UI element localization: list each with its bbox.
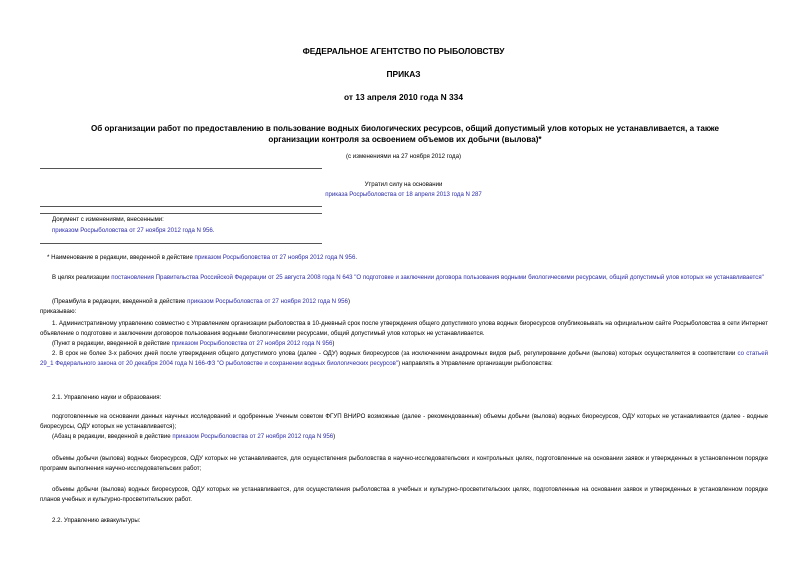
changes-box-text: Документ с изменениями, внесенными: — [52, 216, 164, 223]
item-1: 1. Административному управлению совместно с Управлением организации рыболовства в 10-дневный срок после утверждения общего допустимого улова водных биоресурсов опубликовывать на официальном сайте Росрыболовства в сети Интернет объявление о подготовке и заключении договоров пользования водными биологическими ресурсами, общий допустимый улов которых не устанавливается. — [40, 320, 768, 337]
divider — [40, 213, 322, 214]
orders-word: приказываю: — [40, 308, 77, 315]
footnote-prefix: * Наименование в редакции, введенной в действие — [47, 254, 195, 261]
void-notice-text: Утратил силу на основании — [364, 181, 443, 188]
item-2-1-c: объемы добычи (вылова) водных биоресурсов, ОДУ которых не устанавливается, для осуществления рыболовства в учебных и культурно-просветительских целях, подготовленные на основании заявок и утвержденных в установленном порядке планов учебных и культурно-просветительских работ. — [40, 486, 768, 503]
changes-box-link[interactable]: приказом Росрыболовства от 27 ноября 2012 года N 956. — [52, 227, 215, 234]
item-2-1-a-note-prefix: (Абзац в редакции, введенной в действие — [52, 433, 173, 440]
item-2-1-b: объемы добычи (вылова) водных биоресурсов, ОДУ которых не устанавливается, для осуществления рыболовства в научно-исследовательских и контрольных целях, подготовленные на основании заявок и утвержденных в установленном порядке программ выполнения научно-исследовательских работ; — [40, 455, 768, 472]
preamble-link[interactable]: постановления Правительства Российской Федерации от 25 августа 2008 года N 643 "О подготовке и заключении договора пользования водными биологическими ресурсами, общий допустимый улов которых не устанавливается" — [111, 274, 764, 281]
item-2-link[interactable]: со статьей 29_1 Федерального закона от 20 декабря 2004 года N 166-ФЗ "О рыболовстве и сохранении водных биологических ресурсов" — [40, 350, 768, 367]
preamble-prefix: В целях реализации — [52, 274, 112, 281]
document-type: ПРИКАЗ — [386, 69, 421, 79]
preamble-paragraph — [40, 273, 768, 283]
divider — [40, 206, 322, 207]
agency-name: ФЕДЕРАЛЬНОЕ АГЕНТСТВО ПО РЫБОЛОВСТВУ — [302, 46, 505, 56]
footnote-link[interactable]: приказом Росрыболовства от 27 ноября 2012 года N 956 — [194, 254, 356, 261]
title-line-1: Об организации работ по предоставлению в пользование водных биологических ресурсов, общий допустимый улов которых не устанавливается, а также — [90, 124, 720, 133]
preamble-note-suffix: ) — [347, 298, 350, 305]
preamble-note-link[interactable]: приказом Росрыболовства от 27 ноября 2012 года N 956 — [187, 298, 348, 305]
document-title — [60, 123, 750, 145]
item-2-prefix: 2. В срок не более 3-х рабочих дней после утверждения общего допустимого улова (далее - ОДУ) водных биоресурсов (за исключением анадромных видов рыб, регулирование добычи (вылова) которых осуществляется в соответствии — [52, 350, 738, 357]
item-2 — [40, 349, 768, 369]
item-1-note-prefix: (Пункт в редакции, введенной в действие — [52, 340, 172, 347]
preamble-note — [52, 297, 752, 307]
amendments-note: (с изменениями на 27 ноября 2012 года) — [346, 153, 461, 160]
divider — [40, 168, 322, 169]
item-2-suffix: ) направлять в Управление организации рыболовства: — [398, 360, 553, 367]
item-2-1-a-note-suffix: ) — [333, 433, 336, 440]
item-2-1-a: подготовленные на основании данных научных исследований и одобренные Ученым советом ФГУП ВНИРО возможные (далее - рекомендованные) объемы добычи (вылова) водных биоресурсов, ОДУ которых не устанавливается (далее - водные биоресурсы, ОДУ которых не устанавливается); — [40, 413, 768, 430]
divider — [40, 243, 322, 244]
item-2-1: 2.1. Управлению науки и образования: — [52, 394, 162, 401]
item-1-note-suffix: ) — [332, 340, 335, 347]
preamble-note-prefix: (Преамбула в редакции, введенной в действие — [52, 298, 188, 305]
item-2-1-a-note — [52, 432, 752, 442]
item-1-note-link[interactable]: приказом Росрыболовства от 27 ноября 2012 года N 956 — [171, 340, 333, 347]
footnote-suffix: . — [355, 254, 358, 261]
item-2-2: 2.2. Управлению аквакультуры: — [52, 517, 141, 524]
void-notice-link[interactable]: приказа Росрыболовства от 18 апреля 2013 года N 287 — [325, 191, 482, 198]
item-2-1-a-note-link[interactable]: приказом Росрыболовства от 27 ноября 2012 года N 956 — [172, 433, 334, 440]
title-line-2: организации контроля за освоением объемов их добычи (вылова)* — [268, 135, 542, 144]
item-1-note — [52, 339, 752, 349]
title-footnote — [47, 253, 767, 263]
document-date-number: от 13 апреля 2010 года N 334 — [344, 92, 463, 102]
